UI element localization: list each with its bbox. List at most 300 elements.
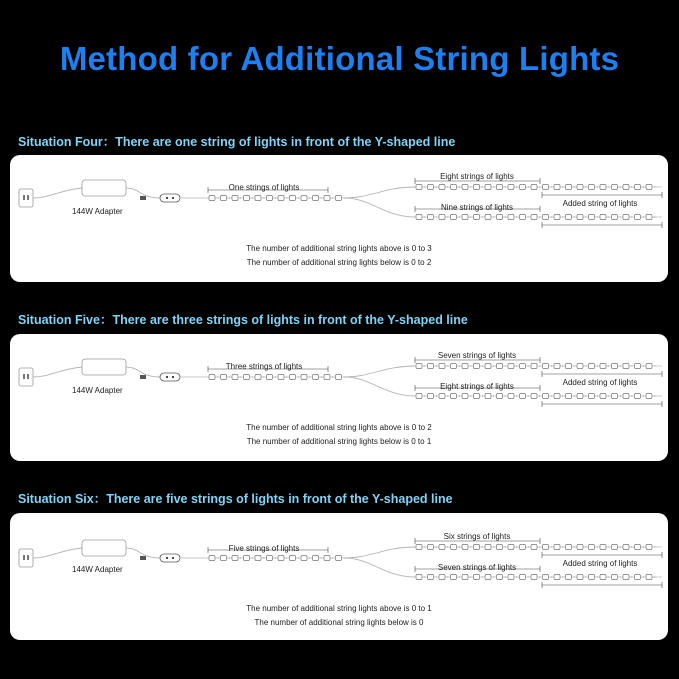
bulb-icon bbox=[244, 374, 250, 379]
bulb-icon bbox=[531, 574, 537, 579]
clip-dot bbox=[493, 576, 494, 577]
bulb-icon bbox=[589, 544, 595, 549]
clip-dot bbox=[551, 186, 552, 187]
bulb-icon bbox=[635, 363, 641, 368]
clip-dot bbox=[321, 557, 322, 558]
bulb-icon bbox=[267, 555, 273, 560]
clip-dot bbox=[620, 186, 621, 187]
bulb-icon bbox=[439, 184, 445, 189]
clip-dot bbox=[562, 395, 563, 396]
bulb-icon bbox=[497, 574, 503, 579]
bulb-icon bbox=[508, 363, 514, 368]
bulb-icon bbox=[462, 393, 468, 398]
wall-outlet-icon bbox=[19, 189, 33, 207]
clip-dot bbox=[470, 576, 471, 577]
clip-dot bbox=[608, 216, 609, 217]
controller-button bbox=[172, 557, 174, 559]
clip-dot bbox=[229, 376, 230, 377]
clip-dot bbox=[436, 576, 437, 577]
clip-dot bbox=[321, 376, 322, 377]
clip-dot bbox=[275, 376, 276, 377]
bulb-icon bbox=[416, 574, 422, 579]
clip-dot bbox=[585, 395, 586, 396]
bulb-icon bbox=[416, 544, 422, 549]
clip-dot bbox=[505, 576, 506, 577]
clip-dot bbox=[551, 216, 552, 217]
bulb-icon bbox=[451, 544, 457, 549]
clip-dot bbox=[447, 395, 448, 396]
bulb-icon bbox=[497, 184, 503, 189]
clip-dot bbox=[447, 365, 448, 366]
clip-dot bbox=[551, 395, 552, 396]
bulb-icon bbox=[221, 374, 227, 379]
bulb-icon bbox=[612, 363, 618, 368]
controller-button bbox=[166, 376, 168, 378]
clip-dot bbox=[505, 186, 506, 187]
bulb-icon bbox=[646, 184, 652, 189]
clip-dot bbox=[643, 186, 644, 187]
lower-strings-label: Nine strings of lights bbox=[440, 203, 514, 212]
clip-dot bbox=[643, 576, 644, 577]
bulb-icon bbox=[554, 574, 560, 579]
bulb-icon bbox=[278, 195, 284, 200]
clip-dot bbox=[620, 216, 621, 217]
bulb-icon bbox=[267, 195, 273, 200]
bulb-icon bbox=[290, 374, 296, 379]
bulb-icon bbox=[485, 544, 491, 549]
front-strings-label: One strings of lights bbox=[228, 183, 300, 192]
power-cable bbox=[33, 548, 82, 558]
clip-dot bbox=[585, 365, 586, 366]
bulb-icon bbox=[635, 393, 641, 398]
bulb-icon bbox=[428, 544, 434, 549]
page-title: Method for Additional String Lights bbox=[59, 40, 620, 77]
clip-dot bbox=[240, 376, 241, 377]
clip-dot bbox=[482, 216, 483, 217]
clip-dot bbox=[654, 546, 655, 547]
clip-dot bbox=[516, 395, 517, 396]
y-splitter-upper bbox=[345, 547, 415, 558]
bulb-icon bbox=[497, 544, 503, 549]
clip-dot bbox=[459, 216, 460, 217]
clip-dot bbox=[620, 546, 621, 547]
bulb-icon bbox=[462, 363, 468, 368]
adapter-icon bbox=[82, 359, 126, 375]
clip-dot bbox=[574, 395, 575, 396]
clip-dot bbox=[424, 186, 425, 187]
clip-dot bbox=[562, 365, 563, 366]
clip-dot bbox=[528, 546, 529, 547]
bulb-icon bbox=[600, 214, 606, 219]
clip-dot bbox=[447, 186, 448, 187]
bulb-icon bbox=[600, 393, 606, 398]
bulb-icon bbox=[612, 574, 618, 579]
bulb-icon bbox=[508, 214, 514, 219]
bulb-icon bbox=[255, 374, 261, 379]
bulb-icon bbox=[324, 555, 330, 560]
bulb-icon bbox=[451, 574, 457, 579]
bulb-icon bbox=[324, 374, 330, 379]
clip-dot bbox=[631, 395, 632, 396]
bulb-icon bbox=[428, 184, 434, 189]
clip-dot bbox=[539, 216, 540, 217]
situation-six-panel bbox=[10, 513, 668, 640]
clip-dot bbox=[643, 365, 644, 366]
clip-dot bbox=[309, 557, 310, 558]
clip-dot bbox=[654, 216, 655, 217]
clip-dot bbox=[493, 186, 494, 187]
bulb-icon bbox=[439, 214, 445, 219]
bulb-icon bbox=[554, 214, 560, 219]
bulb-icon bbox=[209, 374, 215, 379]
clip-dot bbox=[597, 395, 598, 396]
clip-dot bbox=[470, 216, 471, 217]
bulb-icon bbox=[485, 363, 491, 368]
bulb-icon bbox=[543, 184, 549, 189]
clip-dot bbox=[551, 576, 552, 577]
clip-dot bbox=[562, 546, 563, 547]
bulb-icon bbox=[577, 363, 583, 368]
clip-dot bbox=[585, 546, 586, 547]
clip-dot bbox=[240, 197, 241, 198]
bulb-icon bbox=[589, 214, 595, 219]
clip-dot bbox=[286, 376, 287, 377]
bulb-icon bbox=[566, 363, 572, 368]
power-cable bbox=[33, 367, 82, 377]
added-strings-label: Added string of lights bbox=[562, 559, 638, 568]
bulb-icon bbox=[600, 574, 606, 579]
bulb-icon bbox=[543, 393, 549, 398]
clip-dot bbox=[263, 557, 264, 558]
bulb-icon bbox=[416, 184, 422, 189]
bulb-icon bbox=[566, 184, 572, 189]
clip-dot bbox=[332, 376, 333, 377]
clip-dot bbox=[286, 557, 287, 558]
bulb-icon bbox=[531, 363, 537, 368]
clip-dot bbox=[620, 576, 621, 577]
bulb-icon bbox=[635, 574, 641, 579]
clip-dot bbox=[447, 546, 448, 547]
clip-dot bbox=[608, 546, 609, 547]
clip-dot bbox=[447, 216, 448, 217]
bulb-icon bbox=[485, 393, 491, 398]
clip-dot bbox=[562, 576, 563, 577]
plug-connector-icon bbox=[140, 556, 146, 560]
clip-dot bbox=[551, 546, 552, 547]
clip-dot bbox=[309, 197, 310, 198]
bulb-icon bbox=[612, 544, 618, 549]
bulb-icon bbox=[577, 184, 583, 189]
bulb-icon bbox=[474, 184, 480, 189]
plug-connector-icon bbox=[140, 196, 146, 200]
clip-dot bbox=[424, 576, 425, 577]
clip-dot bbox=[528, 365, 529, 366]
bulb-icon bbox=[462, 214, 468, 219]
y-splitter-lower bbox=[345, 377, 415, 396]
bulb-icon bbox=[416, 393, 422, 398]
wall-outlet-icon bbox=[19, 368, 33, 386]
clip-dot bbox=[597, 216, 598, 217]
controller-icon bbox=[160, 373, 180, 381]
clip-dot bbox=[424, 546, 425, 547]
bulb-icon bbox=[451, 184, 457, 189]
bulb-icon bbox=[474, 363, 480, 368]
clip-dot bbox=[298, 376, 299, 377]
bulb-icon bbox=[566, 544, 572, 549]
plug-connector-icon bbox=[140, 375, 146, 379]
bulb-icon bbox=[520, 363, 526, 368]
bulb-icon bbox=[508, 393, 514, 398]
clip-dot bbox=[505, 365, 506, 366]
clip-dot bbox=[539, 365, 540, 366]
clip-dot bbox=[424, 365, 425, 366]
clip-dot bbox=[459, 576, 460, 577]
bulb-icon bbox=[313, 555, 319, 560]
clip-dot bbox=[229, 197, 230, 198]
clip-dot bbox=[528, 395, 529, 396]
bulb-icon bbox=[612, 184, 618, 189]
clip-dot bbox=[551, 365, 552, 366]
front-strings-label: Five strings of lights bbox=[228, 544, 300, 553]
bulb-icon bbox=[462, 574, 468, 579]
clip-dot bbox=[585, 186, 586, 187]
bulb-icon bbox=[416, 363, 422, 368]
clip-dot bbox=[539, 395, 540, 396]
outlet-slot bbox=[27, 555, 29, 560]
clip-dot bbox=[597, 576, 598, 577]
clip-dot bbox=[275, 557, 276, 558]
bulb-icon bbox=[543, 574, 549, 579]
adapter-icon bbox=[82, 540, 126, 556]
clip-dot bbox=[252, 557, 253, 558]
bulb-icon bbox=[474, 393, 480, 398]
clip-dot bbox=[528, 216, 529, 217]
clip-dot bbox=[597, 546, 598, 547]
bulb-icon bbox=[577, 574, 583, 579]
situation-five-heading: Situation Five：There are three strings of lights in front of the Y-shaped line bbox=[18, 313, 468, 327]
clip-dot bbox=[608, 576, 609, 577]
clip-dot bbox=[597, 186, 598, 187]
bulb-icon bbox=[313, 374, 319, 379]
bulb-icon bbox=[520, 393, 526, 398]
clip-dot bbox=[505, 216, 506, 217]
clip-dot bbox=[332, 557, 333, 558]
clip-dot bbox=[574, 216, 575, 217]
bulb-icon bbox=[554, 184, 560, 189]
clip-dot bbox=[470, 546, 471, 547]
bulb-icon bbox=[646, 544, 652, 549]
bulb-icon bbox=[635, 214, 641, 219]
outlet-slot bbox=[27, 195, 29, 200]
clip-dot bbox=[436, 395, 437, 396]
clip-dot bbox=[309, 376, 310, 377]
outlet-slot bbox=[23, 555, 25, 560]
bulb-icon bbox=[278, 555, 284, 560]
clip-dot bbox=[459, 186, 460, 187]
adapter-icon bbox=[82, 180, 126, 196]
clip-dot bbox=[654, 576, 655, 577]
clip-dot bbox=[516, 576, 517, 577]
upper-strings-label: Eight strings of lights bbox=[440, 172, 514, 181]
bulb-icon bbox=[336, 555, 342, 560]
clip-dot bbox=[436, 186, 437, 187]
clip-dot bbox=[562, 186, 563, 187]
clip-dot bbox=[482, 365, 483, 366]
clip-dot bbox=[608, 395, 609, 396]
clip-dot bbox=[252, 197, 253, 198]
bulb-icon bbox=[244, 195, 250, 200]
note-above: The number of additional string lights above is 0 to 3 bbox=[246, 244, 432, 253]
bulb-icon bbox=[462, 544, 468, 549]
clip-dot bbox=[643, 546, 644, 547]
clip-dot bbox=[263, 197, 264, 198]
situation-six-heading: Situation Six：There are five strings of lights in front of the Y-shaped line bbox=[18, 492, 453, 506]
clip-dot bbox=[298, 197, 299, 198]
clip-dot bbox=[217, 376, 218, 377]
clip-dot bbox=[608, 186, 609, 187]
clip-dot bbox=[286, 197, 287, 198]
situation-four-panel bbox=[10, 155, 668, 282]
clip-dot bbox=[229, 557, 230, 558]
bulb-icon bbox=[474, 574, 480, 579]
clip-dot bbox=[470, 186, 471, 187]
clip-dot bbox=[321, 197, 322, 198]
bulb-icon bbox=[612, 393, 618, 398]
clip-dot bbox=[505, 546, 506, 547]
lower-strings-label: Eight strings of lights bbox=[440, 382, 514, 391]
clip-dot bbox=[332, 197, 333, 198]
controller-icon bbox=[160, 194, 180, 202]
bulb-icon bbox=[301, 374, 307, 379]
bulb-icon bbox=[428, 214, 434, 219]
clip-dot bbox=[574, 546, 575, 547]
clip-dot bbox=[654, 395, 655, 396]
adapter-label: 144W Adapter bbox=[72, 565, 123, 574]
bulb-icon bbox=[531, 393, 537, 398]
bulb-icon bbox=[451, 393, 457, 398]
bulb-icon bbox=[623, 393, 629, 398]
bulb-icon bbox=[646, 363, 652, 368]
clip-dot bbox=[459, 365, 460, 366]
clip-dot bbox=[516, 546, 517, 547]
controller-button bbox=[166, 197, 168, 199]
y-splitter-lower bbox=[345, 558, 415, 577]
clip-dot bbox=[482, 395, 483, 396]
bulb-icon bbox=[485, 184, 491, 189]
clip-dot bbox=[263, 376, 264, 377]
clip-dot bbox=[654, 365, 655, 366]
y-splitter-upper bbox=[345, 366, 415, 377]
clip-dot bbox=[539, 546, 540, 547]
adapter-label: 144W Adapter bbox=[72, 386, 123, 395]
bulb-icon bbox=[451, 363, 457, 368]
bulb-icon bbox=[508, 544, 514, 549]
bulb-icon bbox=[497, 393, 503, 398]
clip-dot bbox=[493, 546, 494, 547]
y-splitter-upper bbox=[345, 187, 415, 198]
bulb-icon bbox=[244, 555, 250, 560]
situation-four-heading: Situation Four：There are one string of lights in front of the Y-shaped line bbox=[18, 135, 456, 149]
clip-dot bbox=[620, 365, 621, 366]
clip-dot bbox=[597, 365, 598, 366]
bulb-icon bbox=[531, 214, 537, 219]
clip-dot bbox=[252, 376, 253, 377]
controller-button bbox=[166, 557, 168, 559]
outlet-slot bbox=[23, 195, 25, 200]
bulb-icon bbox=[646, 214, 652, 219]
bulb-icon bbox=[646, 574, 652, 579]
bulb-icon bbox=[451, 214, 457, 219]
clip-dot bbox=[631, 216, 632, 217]
bulb-icon bbox=[474, 214, 480, 219]
clip-dot bbox=[608, 365, 609, 366]
controller-button bbox=[172, 197, 174, 199]
bulb-icon bbox=[520, 574, 526, 579]
clip-dot bbox=[585, 576, 586, 577]
bulb-icon bbox=[623, 574, 629, 579]
bulb-icon bbox=[428, 393, 434, 398]
bulb-icon bbox=[485, 214, 491, 219]
note-below: The number of additional string lights below is 0 bbox=[254, 618, 424, 627]
bulb-icon bbox=[439, 393, 445, 398]
bulb-icon bbox=[566, 393, 572, 398]
bulb-icon bbox=[313, 195, 319, 200]
bulb-icon bbox=[209, 555, 215, 560]
clip-dot bbox=[539, 186, 540, 187]
bulb-icon bbox=[474, 544, 480, 549]
clip-dot bbox=[436, 216, 437, 217]
outlet-slot bbox=[27, 374, 29, 379]
bulb-icon bbox=[543, 214, 549, 219]
clip-dot bbox=[516, 186, 517, 187]
bulb-icon bbox=[566, 574, 572, 579]
bulb-icon bbox=[290, 195, 296, 200]
bulb-icon bbox=[543, 544, 549, 549]
bulb-icon bbox=[600, 363, 606, 368]
bulb-icon bbox=[635, 544, 641, 549]
lower-strings-label: Seven strings of lights bbox=[437, 563, 517, 572]
bulb-icon bbox=[428, 574, 434, 579]
bulb-icon bbox=[416, 214, 422, 219]
clip-dot bbox=[240, 557, 241, 558]
clip-dot bbox=[482, 546, 483, 547]
added-strings-label: Added string of lights bbox=[562, 378, 638, 387]
bulb-icon bbox=[623, 363, 629, 368]
clip-dot bbox=[528, 186, 529, 187]
upper-strings-label: Six strings of lights bbox=[443, 532, 511, 541]
clip-dot bbox=[631, 186, 632, 187]
clip-dot bbox=[562, 216, 563, 217]
bulb-icon bbox=[623, 184, 629, 189]
bulb-icon bbox=[232, 555, 238, 560]
bulb-icon bbox=[336, 195, 342, 200]
bulb-icon bbox=[600, 184, 606, 189]
situation-five-panel bbox=[10, 334, 668, 461]
bulb-icon bbox=[554, 363, 560, 368]
outlet-slot bbox=[23, 374, 25, 379]
clip-dot bbox=[574, 186, 575, 187]
clip-dot bbox=[631, 546, 632, 547]
bulb-icon bbox=[301, 555, 307, 560]
bulb-icon bbox=[520, 184, 526, 189]
bulb-icon bbox=[221, 555, 227, 560]
y-splitter-lower bbox=[345, 198, 415, 217]
clip-dot bbox=[505, 395, 506, 396]
bulb-icon bbox=[543, 363, 549, 368]
clip-dot bbox=[574, 365, 575, 366]
clip-dot bbox=[217, 197, 218, 198]
bulb-icon bbox=[646, 393, 652, 398]
